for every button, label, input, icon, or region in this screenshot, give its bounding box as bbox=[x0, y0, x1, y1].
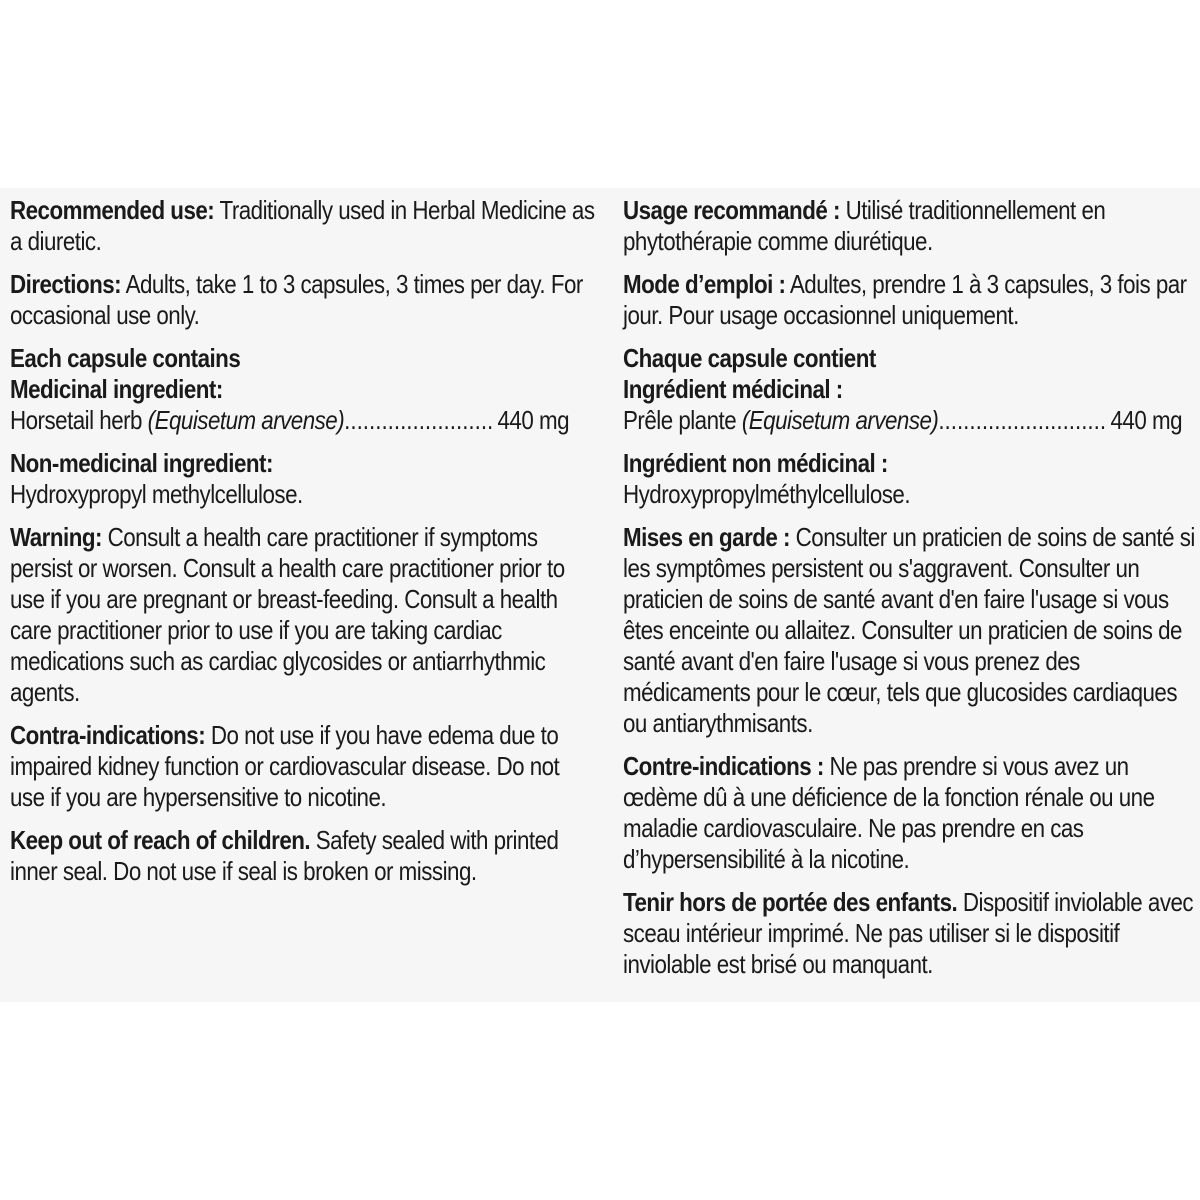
contra-text: Do not use if you have edema due to impaired kidney function or cardiovascular disease. Do not use if you are hypersensitive to nicotine. bbox=[10, 720, 560, 812]
keep-out-label: Keep out of reach of children. bbox=[10, 825, 311, 855]
contre-indications-label: Contre-indications : bbox=[623, 751, 824, 781]
recommended-use-text: Traditionally used in Herbal Medicine as a diuretic. bbox=[10, 195, 595, 256]
mises-en-garde bbox=[623, 522, 1200, 739]
contra-indications bbox=[10, 720, 595, 813]
mode-emploi-text: Adultes, prendre 1 à 3 capsules, 3 fois par jour. Pour usage occasionnel uniquement. bbox=[623, 269, 1187, 330]
contra-label: Contra-indications: bbox=[10, 720, 206, 750]
contre-indications-text: Ne pas prendre si vous avez un œdème dû à une déficience de la fonction rénale ou une maladie cardiovasculaire. Ne pas prendre en cas d’hypersensibilité à la nicotine. bbox=[623, 751, 1155, 874]
ingredient-latin: (Equisetum arvense) bbox=[147, 405, 345, 435]
ingredient-non-medicinal-heading bbox=[623, 448, 1200, 479]
directions-label: Directions: bbox=[10, 269, 122, 299]
usage-recommande bbox=[623, 195, 1200, 257]
non-medicinal-heading bbox=[10, 448, 595, 479]
warning-text: Consult a health care practitioner if symptoms persist or worsen. Consult a health care practitioner prior to use if you are pregnant or breast-feeding. Consult a health care practitioner prior to use if you are taking cardiac medications such as cardiac glycosides or antiarrhythmic agents. bbox=[10, 522, 565, 707]
non-medicinal-text: Hydroxypropyl methylcellulose. bbox=[10, 479, 303, 509]
ingredient-name: Horsetail herb bbox=[10, 405, 148, 435]
english-column bbox=[10, 195, 595, 899]
medicinal-heading bbox=[10, 374, 595, 405]
mises-en-garde-text: Consulter un praticien de soins de santé si les symptômes persistent ou s'aggravent. Consulter un praticien de soins de santé avant d'en faire l'usage si vous êtes enceinte ou allaitez. Consulter un praticien de soins de santé avant d'en faire l'usage si vous prenez des médicaments pour le cœur, tels que glucosides cardiaques ou antiarythmisants. bbox=[623, 522, 1195, 738]
ingredient-medicinal-heading-text: Ingrédient médicinal : bbox=[623, 374, 843, 404]
tenir-hors-label: Tenir hors de portée des enfants. bbox=[623, 887, 958, 917]
keep-out-of-reach bbox=[10, 825, 595, 887]
recommended-use-label: Recommended use: bbox=[10, 195, 215, 225]
tenir-hors-de-portee bbox=[623, 887, 1200, 980]
ingredient-row bbox=[10, 405, 569, 436]
dot-leader bbox=[344, 405, 494, 436]
mises-en-garde-label: Mises en garde : bbox=[623, 522, 790, 552]
non-medicinal-text-fr: Hydroxypropylméthylcellulose. bbox=[623, 479, 911, 509]
ingredient-dose: 440 mg bbox=[497, 405, 569, 435]
ingredient-latin-fr: (Equisetum arvense) bbox=[741, 405, 939, 435]
chaque-capsule-text: Chaque capsule contient bbox=[623, 343, 876, 373]
ingredient-dose-fr: 440 mg bbox=[1110, 405, 1182, 435]
chaque-capsule-heading bbox=[623, 343, 1200, 374]
directions-text: Adults, take 1 to 3 capsules, 3 times per day. For occasional use only. bbox=[10, 269, 583, 330]
usage-recommande-text: Utilisé traditionnellement en phytothérapie comme diurétique. bbox=[623, 195, 1106, 256]
warning-label: Warning: bbox=[10, 522, 102, 552]
mode-emploi bbox=[623, 269, 1200, 331]
mode-emploi-label: Mode d’emploi : bbox=[623, 269, 786, 299]
ingredient-name-fr: Prêle plante bbox=[623, 405, 742, 435]
usage-recommande-label: Usage recommandé : bbox=[623, 195, 840, 225]
each-capsule-text: Each capsule contains bbox=[10, 343, 241, 373]
keep-out-text: Safety sealed with printed inner seal. Do not use if seal is broken or missing. bbox=[10, 825, 559, 886]
medicinal-heading-text: Medicinal ingredient: bbox=[10, 374, 223, 404]
directions bbox=[10, 269, 595, 331]
ingredient-row-fr bbox=[623, 405, 1182, 436]
each-capsule-heading bbox=[10, 343, 595, 374]
non-medicinal-heading-text: Non-medicinal ingredient: bbox=[10, 448, 273, 478]
recommended-use bbox=[10, 195, 595, 257]
dot-leader-fr bbox=[938, 405, 1107, 436]
ingredient-medicinal-heading bbox=[623, 374, 1200, 405]
french-column bbox=[623, 195, 1200, 992]
warning bbox=[10, 522, 595, 708]
contre-indications bbox=[623, 751, 1200, 875]
ingredient-non-medicinal-heading-text: Ingrédient non médicinal : bbox=[623, 448, 888, 478]
tenir-hors-text: Dispositif inviolable avec sceau intérieur imprimé. Ne pas utiliser si le dispositif inviolable est brisé ou manquant. bbox=[623, 887, 1194, 979]
